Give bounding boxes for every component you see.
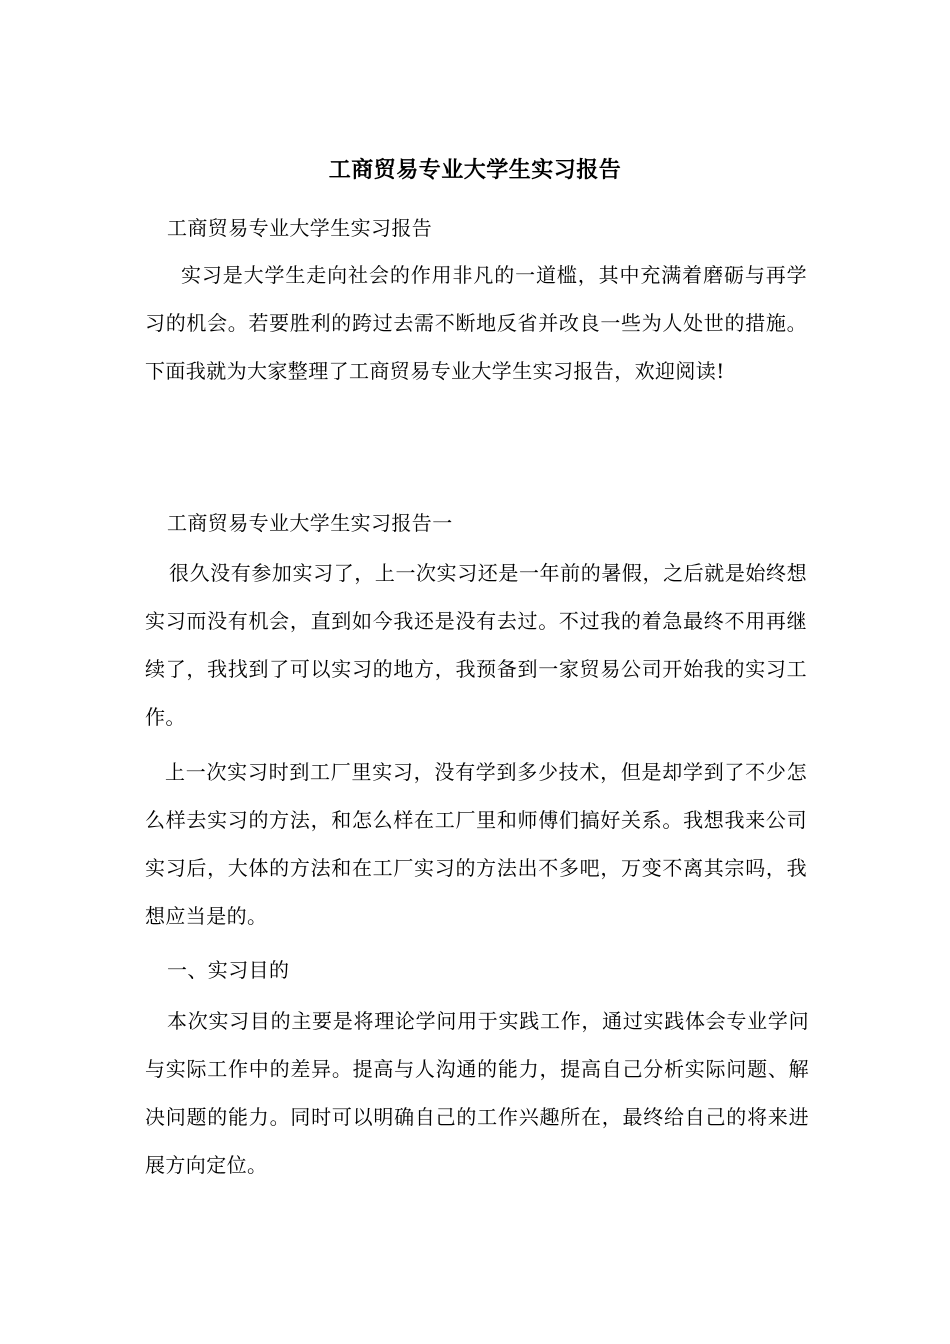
intro-paragraph: 实习是大学生走向社会的作用非凡的一道槛，其中充满着磨砺与再学习的机会。若要胜利的跨过去需不断地反省并改良一些为人处世的措施。下面我就为大家整理了工商贸易专业大学生实习报告，欢迎阅读! — [145, 263, 807, 383]
document-title: 工商贸易专业大学生实习报告 — [328, 157, 622, 183]
subtitle-paragraph: 工商贸易专业大学生实习报告 — [167, 216, 433, 240]
section-heading-purpose: 一、实习目的 — [167, 958, 290, 982]
report-one-heading: 工商贸易专业大学生实习报告一 — [167, 511, 453, 535]
body-paragraph: 本次实习目的主要是将理论学问用于实践工作，通过实践体会专业学问与实际工作中的差异。提高与人沟通的能力，提高自己分析实际问题、解决问题的能力。同时可以明确自己的工作兴趣所在，最终给自己的将来进展方向定位。 — [145, 1009, 809, 1177]
body-paragraph: 上一次实习时到工厂里实习，没有学到多少技术，但是却学到了不少怎么样去实习的方法，和怎么样在工厂里和师傅们搞好关系。我想我来公司实习后，大体的方法和在工厂实习的方法出不多吧，万变不离其宗吗，我想应当是的。 — [145, 760, 807, 928]
body-paragraph: 很久没有参加实习了，上一次实习还是一年前的暑假，之后就是始终想实习而没有机会，直到如今我还是没有去过。不过我的着急最终不用再继续了，我找到了可以实习的地方，我预备到一家贸易公司开始我的实习工作。 — [145, 561, 807, 729]
